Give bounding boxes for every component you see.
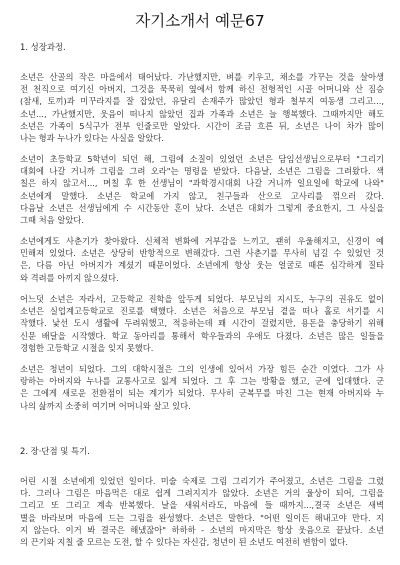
paragraph-line: 어린 시절 소년에게 있었던 일이다. 미술 숙제로 그림 그리기가 주어졌고, 소년은 그림을 그렸 <box>20 476 384 486</box>
paragraph-line: 소년..., 가난했지만, 웃음이 떠나지 않았던 집과 가족과 소년은 늘 행복했다. 그때까지만 해도 <box>20 108 384 119</box>
paragraph-line: 전 천직으로 여기신 아버지, 그것을 묵묵히 옆에서 함께 하신 전형적인 시골 어머니와 산 짐승 <box>20 84 384 95</box>
paragraph-line: 다. 그러나 그림은 마음먹은 대로 쉽게 그려지지가 않았다. 소년은 거의 울상이 되어, 그림을 <box>20 488 384 499</box>
paragraph <box>20 363 384 412</box>
paragraph-line: 신문 배달을 시작했다. 학교 동아리를 통해서 학우들과의 우애도 다졌다. 소년은 많은 일들을 <box>20 330 384 341</box>
paragraph <box>20 71 384 144</box>
paragraph <box>20 293 384 354</box>
paragraph-line: 어느덧 소년은 자라서, 고등학교 진학을 앞두게 되었다. 부모님의 지시도, 누구의 권유도 없이 <box>20 294 384 304</box>
paragraph <box>20 153 384 226</box>
paragraph-line: 소년에게도 사춘기가 찾아왔다. 신체적 변화에 거부감을 느끼고, 괜히 우울해지고, 신경이 예 <box>20 236 384 246</box>
paragraph-line: 그리고 또 그리고 계속 반복했다. 날을 새워서라도, 마음에 들 때까지...,결국 소년은 새벽 <box>20 500 384 511</box>
paragraph-line: 별을 바라보며 마음에 드는 그림을 완성했다. 소년은 말한다. "어떤 일이든 해내고야 만다. 지 <box>20 512 384 523</box>
paragraph-line: 그때 처음 알았다. <box>20 214 85 225</box>
paragraph-line: 지 않는다. 이거 봐 결국은 해냈잖아" 하하하 - 소년의 마지막은 항상 웃음으로 끝났다. 소년 <box>20 524 384 535</box>
paragraph-line: 민해져 있었다. 소년은 상당히 반항적으로 변해갔다. 그런 사춘기를 무사히 넘길 수 있었던 것 <box>20 248 384 259</box>
paragraph-line: (참새, 토끼)과 미꾸라지를 잘 잡았던, 유달리 손재주가 많았던 형과 철부지 여동생 그리고..., <box>20 96 384 107</box>
paragraph-line: 소년은 가족이 5식구가 전부 인줄로만 알았다. 시간이 조금 흐른 뒤, 소년은 나이 차가 많이 <box>20 120 384 131</box>
paragraph-line: 나는 형과 누나가 있다는 사실을 알았다. <box>20 132 165 143</box>
paragraph-line: 소년이 초등학교 5학년이 되던 해, 그림에 소질이 있었던 소년은 담임선생님으로부터 "그리기 <box>20 154 384 164</box>
section-heading: 2. 장·단점 및 특기. <box>20 446 90 456</box>
paragraph-line: 랑하는 아버지와 누나를 교통사고로 잃게 되었다. 그 후 그는 방황을 했고, 군에 입대했다. 군 <box>20 376 384 387</box>
paragraph <box>20 235 384 284</box>
paragraph-line: 은 그에게 새로운 전환점이 되는 계기가 되었다. 무사히 군복무를 마친 그는 현재 아버지와 누 <box>20 388 384 399</box>
paragraph <box>20 475 384 548</box>
paragraph-line: 소년은 청년이 되었다. 그의 대학시절은 그의 인생에 있어서 가장 힘든 순간 이였다. 그가 사 <box>20 364 384 374</box>
paragraph-line: 나의 삶까지 소중히 여기며 어머니와 살고 있다. <box>20 400 191 411</box>
paragraph-line: 소년은 실업계고등학교로 진로를 택했다. 소년은 처음으로 부모님 곁을 떠나 홀로 서기를 시 <box>20 306 384 317</box>
paragraph-line: 와 격려를 아끼지 않으셨다. <box>20 272 119 283</box>
paragraph-line: 칠은 하지 않고서..., 며칠 후 한 선생님이 "과학경시대회 나갈 거니까 일요일에 학교에 나와" <box>20 178 384 189</box>
paragraph-line: 의 끈기와 지칠 줄 모르는 도전, 할 수 있다는 자신감, 청년이 된 소년도 여전히 변함이 없다. <box>20 536 348 547</box>
paragraph-line: 소년은 산골의 작은 마을에서 태어났다. 가난했지만, 벼를 키우고, 채소를 가꾸는 것을 살아생 <box>20 72 384 82</box>
paragraph-line: 경험한 고등학교 시절을 잊지 못했다. <box>20 342 154 353</box>
document-title: 자기소개서 예문67 <box>135 12 265 30</box>
paragraph-line: 다음날 소년은 선생님에게 수 시간동안 혼이 났다. 소년은 대회가 그렇게 중요한지, 그 사실을 <box>20 202 384 213</box>
paragraph-line: 작했다. 낯선 도시 생활에 두려워했고, 적응하는데 꽤 시간이 걸렸지만, 용돈을 충당하기 위해 <box>20 318 384 329</box>
paragraph-line: 소년에게 말했다. 소년은 학교에 가지 않고, 친구들과 산으로 고사리를 꺾으러 갔다. <box>20 190 384 201</box>
paragraph-line: 대회에 나갈 거니까 그림을 그려 오라"는 명령을 받았다. 다음날, 소년은 그림을 그려왔다. 색 <box>20 166 384 177</box>
paragraph-line: 은, 다름 아닌 아버지가 계셨기 때문이었다. 소년에게 항상 웃는 얼굴로 때론 심각하게 질타 <box>20 260 384 271</box>
section-heading: 1. 성장과정. <box>20 42 66 52</box>
